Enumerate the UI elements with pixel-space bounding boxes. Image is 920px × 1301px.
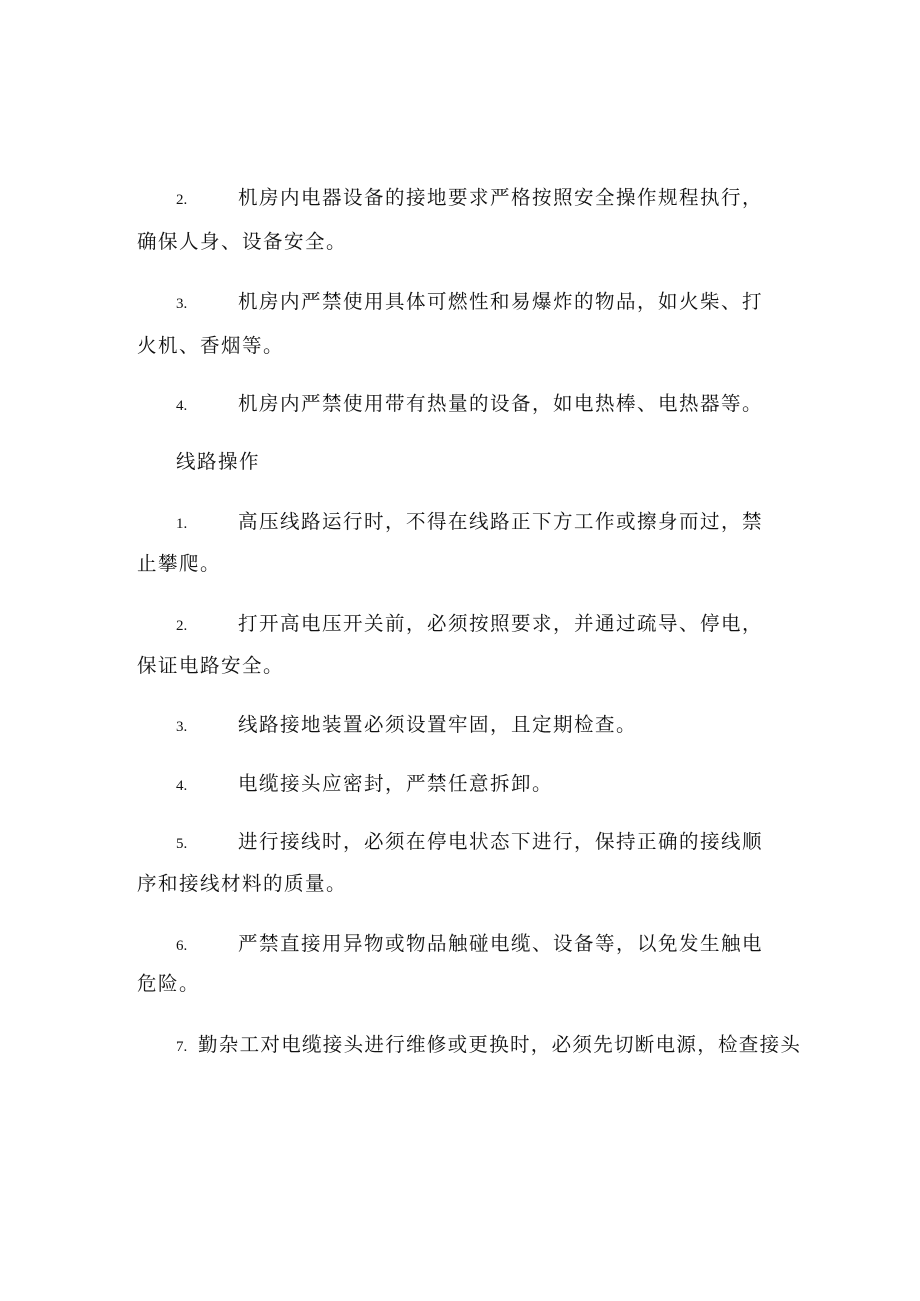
item-text-line1: 机房内严禁使用带有热量的设备，如电热棒、电热器等。: [238, 392, 764, 415]
item-number: 4.: [176, 398, 188, 414]
item-text-line1: 打开高电压开关前，必须按照要求，并通过疏导、停电，: [238, 612, 764, 635]
item-number: 2.: [176, 192, 188, 208]
item-number: 4.: [176, 778, 188, 794]
section-heading: 线路操作: [176, 450, 261, 473]
item-number: 1.: [176, 516, 188, 532]
item-text-line1: 勤杂工对电缆接头进行维修或更换时，必须先切断电源，检查接头: [198, 1033, 802, 1056]
item-text-line2: 火机、香烟等。: [137, 334, 285, 357]
item-number: 7.: [176, 1039, 188, 1055]
item-text-line1: 机房内严禁使用具体可燃性和易爆炸的物品，如火柴、打: [238, 290, 764, 313]
item-text-line2: 确保人身、设备安全。: [137, 230, 348, 253]
item-text-line1: 机房内电器设备的接地要求严格按照安全操作规程执行，: [238, 186, 764, 209]
item-text-line1: 严禁直接用异物或物品触碰电缆、设备等，以免发生触电: [238, 932, 764, 955]
item-number: 5.: [176, 836, 188, 852]
item-number: 3.: [176, 719, 188, 735]
item-text-line2: 序和接线材料的质量。: [137, 872, 348, 895]
item-text-line1: 线路接地装置必须设置牢固，且定期检查。: [238, 713, 638, 736]
item-text-line2: 止攀爬。: [137, 552, 222, 575]
item-text-line1: 进行接线时，必须在停电状态下进行，保持正确的接线顺: [238, 830, 764, 853]
item-number: 3.: [176, 296, 188, 312]
item-number: 6.: [176, 938, 188, 954]
item-text-line2: 危险。: [137, 972, 201, 995]
item-number: 2.: [176, 618, 188, 634]
item-text-line1: 高压线路运行时，不得在线路正下方工作或擦身而过，禁: [238, 510, 764, 533]
item-text-line1: 电缆接头应密封，严禁任意拆卸。: [238, 772, 554, 795]
item-text-line2: 保证电路安全。: [137, 654, 285, 677]
